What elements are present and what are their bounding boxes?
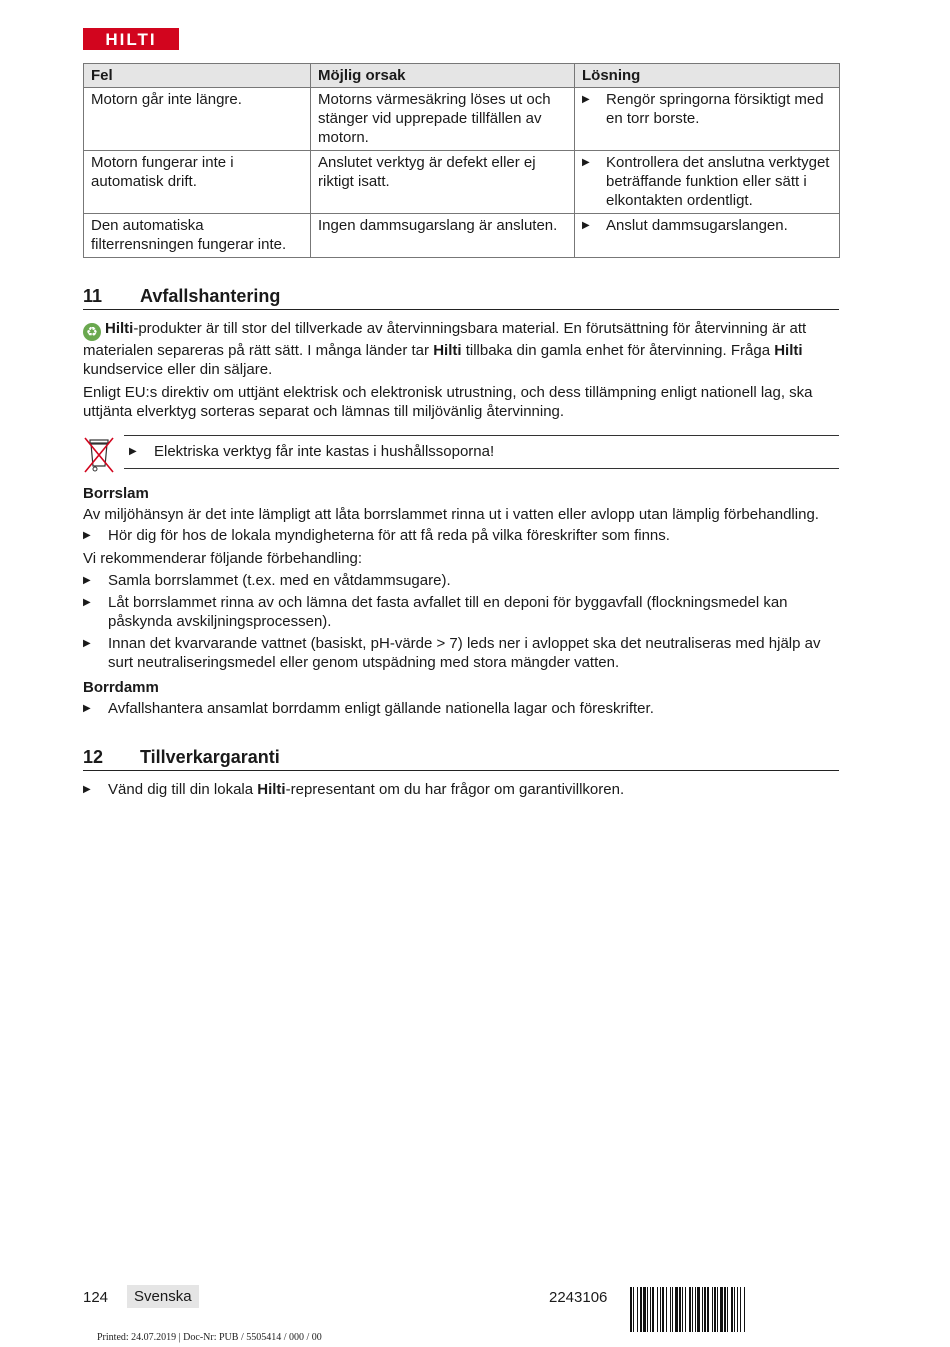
page-number: 124 (83, 1289, 109, 1306)
column-header-solution: Lösning (575, 64, 840, 88)
notice-text: Elektriska verktyg får inte kastas i hushållssoporna! (154, 443, 495, 460)
barcode-bar (704, 1287, 706, 1332)
subheading-borrdamm: Borrdamm (83, 679, 159, 696)
list-item-text: Samla borrslammet (t.ex. med en våtdammsugare). (108, 572, 451, 589)
table-row (84, 88, 840, 151)
cause-cell: Ingen dammsugarslang är ansluten. (311, 214, 575, 258)
crossed-out-bin-icon (83, 434, 115, 474)
language-label: Svenska (127, 1285, 199, 1308)
section-title: Avfallshantering (140, 286, 281, 306)
paragraph-text: tillbaka din gamla enhet för återvinning. Fråga (461, 342, 775, 359)
solution-text: Rengör springorna försiktigt med en torr borste. (606, 91, 824, 127)
barcode-bar (670, 1287, 671, 1332)
recommend-text: Vi rekommenderar följande förbehandling: (83, 550, 363, 567)
barcode-bar (697, 1287, 700, 1332)
recycling-paragraph (83, 319, 840, 379)
barcode-bar (734, 1287, 735, 1332)
barcode-bar (675, 1287, 678, 1332)
weee-paragraph: Enligt EU:s direktiv om uttjänt elektrisk och elektronisk utrustning, och dess tillämpning enligt nationell lag, ska uttjänta elverktyg sorteras separat och lämnas till miljövänlig återvinning. (83, 384, 813, 420)
barcode-bar (682, 1287, 683, 1332)
list-item (83, 571, 840, 590)
triangle-right-icon: ▶ (582, 220, 590, 231)
list-item-text: Hör dig för hos de lokala myndigheterna för att få reda på vilka föreskrifter som finns. (108, 527, 670, 544)
barcode-bar (637, 1287, 638, 1332)
fault-cell: Motorn går inte längre. (84, 88, 311, 151)
barcode-bar (666, 1287, 667, 1332)
document-code: 2243106 (549, 1289, 608, 1306)
text-part: -representant om du har frågor om garantivillkoren. (285, 781, 625, 798)
borrslam-section (83, 484, 840, 718)
barcode-bar (707, 1287, 709, 1332)
barcode-bar (712, 1287, 713, 1332)
cause-cell: Anslutet verktyg är defekt eller ej riktigt isatt. (311, 151, 575, 214)
list-item-text: Låt borrslammet rinna av och lämna det fasta avfallet till en deponi för byggavfall (flockningsmedel kan påskynda avskiljningsprocessen). (108, 594, 788, 630)
list-item-text: Innan det kvarvarande vattnet (basiskt, pH-värde > 7) leds ner i avloppet ska det neutraliseras med hjälp av surt neutraliseringsmedel eller genom utspädning med stora mängder vatten. (108, 635, 821, 671)
barcode-bar (652, 1287, 654, 1332)
section-title: Tillverkargaranti (140, 747, 280, 767)
list-item (83, 699, 840, 718)
subheading-borrslam: Borrslam (83, 485, 149, 502)
barcode-bar (731, 1287, 733, 1332)
barcode-bar (640, 1287, 642, 1332)
list-item (83, 593, 840, 631)
paragraph-text: kundservice eller din säljare. (83, 361, 273, 378)
section-number: 11 (83, 286, 103, 306)
triangle-right-icon: ▶ (582, 94, 590, 105)
section-number: 12 (83, 747, 104, 767)
barcode-bar (660, 1287, 661, 1332)
brand-name: Hilti (774, 342, 803, 359)
barcode-bar (647, 1287, 648, 1332)
list-item-text: Avfallshantera ansamlat borrdamm enligt gällande nationella lagar och föreskrifter. (108, 700, 654, 717)
barcode-bar (643, 1287, 646, 1332)
section-heading-12 (83, 748, 839, 771)
fault-cell: Den automatiska filterrensningen fungerar inte. (84, 214, 311, 258)
barcode-bar (657, 1287, 658, 1332)
solution-text: Kontrollera det anslutna verktyget beträffande funktion eller sätt i elkontakten ordentligt. (606, 154, 830, 209)
list-item (83, 780, 840, 799)
barcode-bar (740, 1287, 741, 1332)
triangle-right-icon: ▶ (83, 784, 91, 795)
warranty-section (83, 780, 840, 799)
barcode-bar (689, 1287, 691, 1332)
triangle-right-icon: ▶ (83, 530, 91, 541)
barcode-bar (702, 1287, 703, 1332)
solution-cell (575, 88, 840, 151)
table-row (84, 151, 840, 214)
solution-cell (575, 151, 840, 214)
table-header-row (84, 64, 840, 88)
cause-cell: Motorns värmesäkring löses ut och stänger vid upprepade tillfällen av motorn. (311, 88, 575, 151)
barcode-bar (672, 1287, 673, 1332)
triangle-right-icon: ▶ (83, 575, 91, 586)
barcode-bar (633, 1287, 634, 1332)
column-header-fault: Fel (84, 64, 311, 88)
solution-text: Anslut dammsugarslangen. (606, 217, 788, 234)
table-row (84, 214, 840, 258)
text-part: Vänd dig till din lokala (108, 781, 258, 798)
brand-name: Hilti (257, 781, 286, 798)
barcode-bar (744, 1287, 745, 1332)
list-item-text (108, 780, 624, 799)
borrslam-text: Av miljöhänsyn är det inte lämpligt att låta borrslammet rinna ut i vatten eller avlopp utan lämplig förbehandling. (83, 506, 819, 523)
barcode-bar (692, 1287, 693, 1332)
triangle-right-icon: ▶ (83, 597, 91, 608)
recycle-icon: ♻ (83, 323, 101, 341)
list-item (83, 634, 840, 672)
barcode-bar (717, 1287, 718, 1332)
triangle-right-icon: ▶ (129, 446, 137, 457)
barcode-bar (727, 1287, 728, 1332)
triangle-right-icon: ▶ (83, 638, 91, 649)
hilti-logo: HILTI (83, 28, 179, 50)
barcode-bar (630, 1287, 632, 1332)
barcode (630, 1287, 840, 1332)
barcode-bar (720, 1287, 723, 1332)
brand-name: Hilti (105, 320, 134, 337)
barcode-bar (650, 1287, 651, 1332)
list-item (83, 526, 840, 545)
barcode-bar (724, 1287, 726, 1332)
barcode-bar (662, 1287, 664, 1332)
barcode-bar (685, 1287, 686, 1332)
barcode-bar (714, 1287, 716, 1332)
triangle-right-icon: ▶ (582, 157, 590, 168)
triangle-right-icon: ▶ (83, 703, 91, 714)
barcode-bar (679, 1287, 681, 1332)
troubleshooting-table (83, 63, 840, 258)
brand-name: Hilti (433, 342, 462, 359)
barcode-bar (737, 1287, 738, 1332)
disposal-notice (83, 434, 839, 470)
barcode-bar (695, 1287, 696, 1332)
solution-cell (575, 214, 840, 258)
print-info: Printed: 24.07.2019 | Doc-Nr: PUB / 5505414 / 000 / 00 (97, 1332, 322, 1343)
fault-cell: Motorn fungerar inte i automatisk drift. (84, 151, 311, 214)
paragraph-text: -produkter är till stor del tillverkade av återvinningsbara material. En förutsättning för återvinning är att materialen separeras på rätt sätt. I många länder tar (83, 320, 807, 359)
section-heading-11 (83, 287, 839, 310)
column-header-cause: Möjlig orsak (311, 64, 575, 88)
